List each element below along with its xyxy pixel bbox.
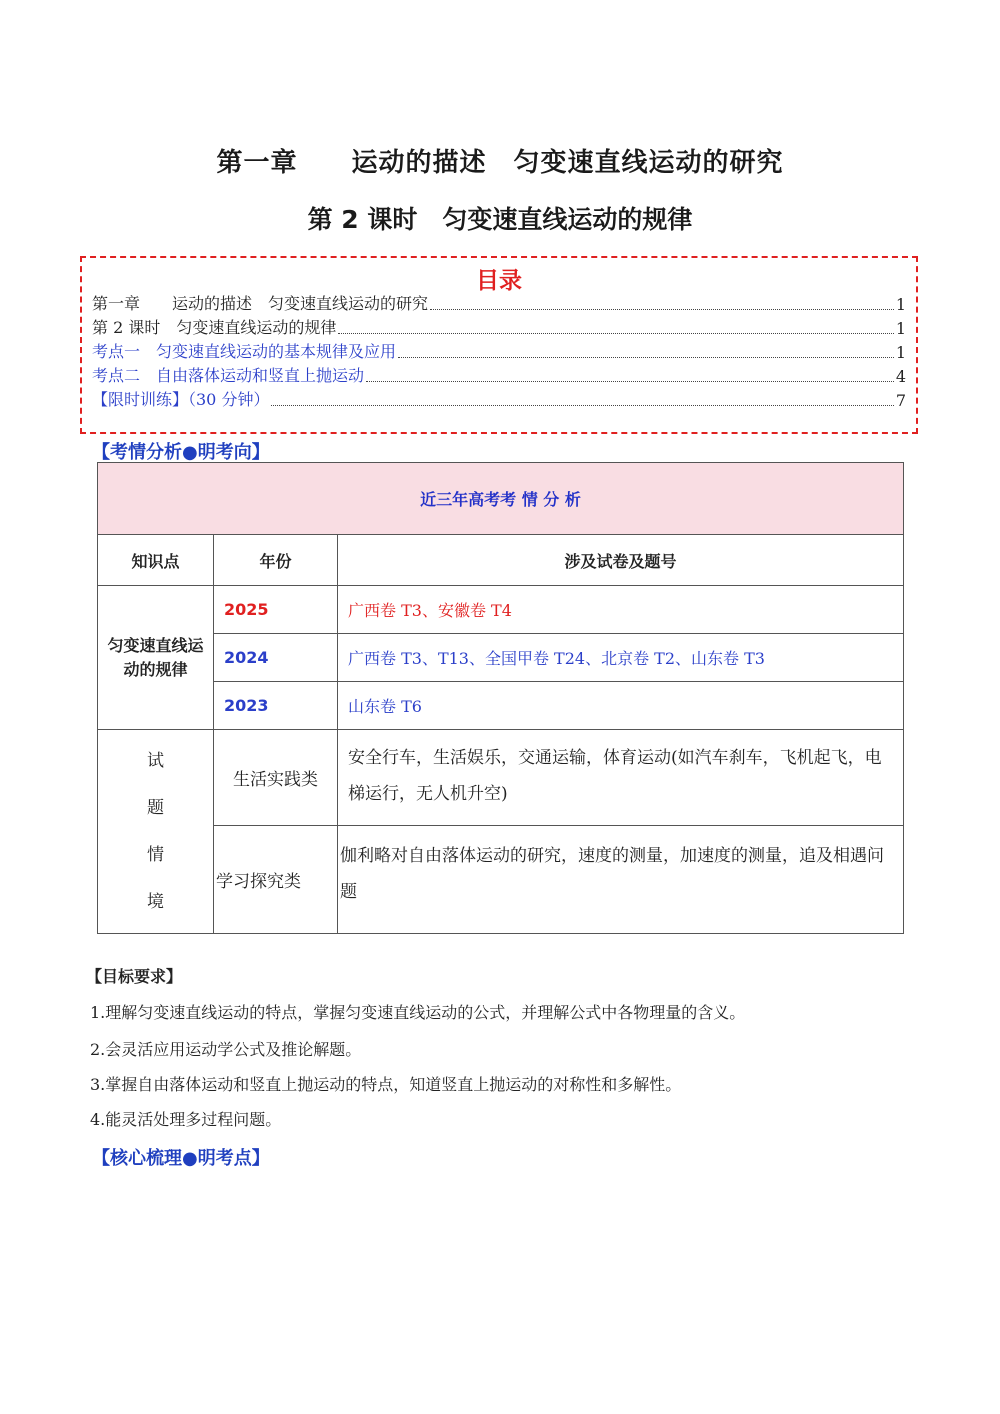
scenario-label-char: 情 [147,844,164,865]
table-of-contents [80,256,918,434]
toc-leader-dots [366,381,894,382]
toc-leader-dots [398,357,894,358]
column-header: 年份 [214,535,338,586]
scenario-label-char: 试 [147,750,164,771]
scenario-type-cell: 学习探究类 [214,826,338,934]
table-row [98,682,904,730]
scenario-label-char: 境 [147,891,164,912]
analysis-section-heading: 【考情分析●明考向】 [92,442,270,463]
toc-entry-page: 1 [895,295,906,314]
core-section-heading: 【核心梳理●明考点】 [92,1148,270,1169]
toc-entry-label: 考点一 匀变速直线运动的基本规律及应用 [92,342,397,361]
table-banner: 近三年高考考 情 分 析 [98,463,904,535]
scenario-type-cell: 生活实践类 [214,730,338,826]
papers-cell: 广西卷 T3、T13、全国甲卷 T24、北京卷 T2、山东卷 T3 [338,634,904,682]
exam-analysis-table [97,462,904,934]
year-cell: 2024 [214,634,338,682]
papers-cell: 广西卷 T3、安徽卷 T4 [338,586,904,634]
goal-item: 3.掌握自由落体运动和竖直上抛运动的特点，知道竖直上抛运动的对称性和多解性。 [90,1075,682,1094]
topic-cell: 匀变速直线运动的规律 [98,586,214,730]
papers-cell: 山东卷 T6 [338,682,904,730]
toc-entry-page: 1 [895,319,906,338]
toc-leader-dots [338,333,893,334]
toc-entry-label: 考点二 自由落体运动和竖直上抛运动 [92,366,365,385]
scenario-desc-cell: 安全行车，生活娱乐，交通运输，体育运动(如汽车刹车，飞机起飞，电梯运行，无人机升空) [338,730,904,826]
scenario-label-cell [98,730,214,934]
toc-entry-page: 7 [895,391,906,410]
toc-entry[interactable] [92,316,906,338]
toc-leader-dots [271,405,893,406]
toc-leader-dots [430,309,894,310]
scenario-desc-cell: 伽利略对自由落体运动的研究，速度的测量，加速度的测量，追及相遇问题 [338,826,904,934]
chapter-title: 第一章 运动的描述 匀变速直线运动的研究 [216,148,784,178]
toc-entry-page: 1 [895,343,906,362]
toc-entry-page: 4 [895,367,906,386]
year-cell: 2025 [214,586,338,634]
toc-entry-label: 第一章 运动的描述 匀变速直线运动的研究 [92,294,429,313]
goal-item: 4.能灵活处理多过程问题。 [90,1110,282,1129]
scenario-label-char: 题 [147,797,164,818]
goal-item: 1.理解匀变速直线运动的特点，掌握匀变速直线运动的公式，并理解公式中各物理量的含义。 [90,1003,746,1022]
goal-item: 2.会灵活应用运动学公式及推论解题。 [90,1040,362,1059]
toc-entry[interactable] [92,340,906,362]
table-row [98,634,904,682]
toc-entry[interactable] [92,388,906,410]
lesson-title: 第 2 课时 匀变速直线运动的规律 [307,205,693,234]
column-header: 涉及试卷及题号 [338,535,904,586]
table-row [98,730,904,826]
toc-heading: 目录 [476,268,522,294]
year-cell: 2023 [214,682,338,730]
column-header: 知识点 [98,535,214,586]
toc-entry[interactable] [92,292,906,314]
goals-heading: 【目标要求】 [86,967,183,986]
table-row [98,586,904,634]
toc-entry[interactable] [92,364,906,386]
toc-entry-label: 【限时训练】（30 分钟） [92,390,270,409]
toc-entry-label: 第 2 课时 匀变速直线运动的规律 [92,318,337,337]
table-row [98,826,904,934]
